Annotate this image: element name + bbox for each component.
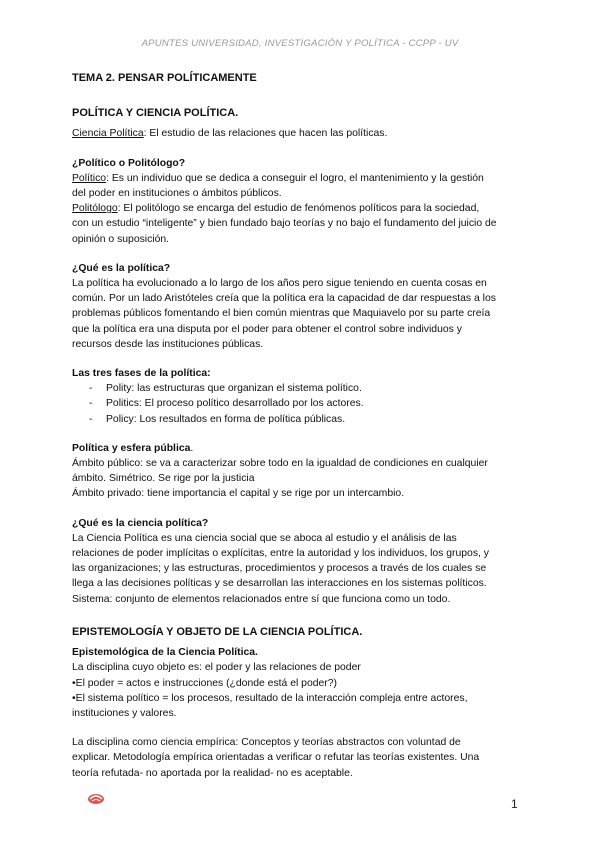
paragraph-line: teoría refutada- no aportada por la realidad- no es aceptable. — [72, 767, 353, 779]
paragraph-line: La Ciencia Política es una ciencia social que se aboca al estudio y el análisis de las — [72, 532, 457, 544]
paragraph-line: explicar. Metodología empírica orientadas a verificar o refutar las teorías existentes. Una — [72, 752, 480, 764]
paragraph-line: instituciones y valores. — [72, 707, 177, 719]
document-body — [72, 66, 532, 781]
ciencia-politica-text: : El estudio de las relaciones que hacen las políticas. — [143, 128, 388, 140]
paragraph-line: La disciplina como ciencia empírica: Conceptos y teorías abstractos con voluntad de — [72, 737, 461, 749]
section-title-epistemologia: EPISTEMOLOGÍA Y OBJETO DE LA CIENCIA POLÍTICA. — [72, 625, 363, 638]
tema-title: TEMA 2. PENSAR POLÍTICAMENTE — [72, 72, 257, 84]
section-title-politica: POLÍTICA Y CIENCIA POLÍTICA. — [72, 107, 239, 120]
heading-tres-fases: Las tres fases de la política: — [72, 368, 211, 380]
paragraph-line: las organizaciones; y las estructuras, procedimientos y procesos a través de los cuales se — [72, 563, 487, 575]
list-item: - Politics: El proceso político desarrollado por los actores. — [89, 396, 532, 411]
paragraph-line: Ámbito privado: tiene importancia el capital y se rige por un intercambio. — [72, 488, 405, 500]
paragraph-line: llega a las decisiones políticas y se desarrollan las interacciones en los sistemas políticos. — [72, 578, 487, 590]
esfera-heading-text: Política y esfera pública — [72, 442, 191, 454]
paragraph-line: recursos desde las instituciones públicas. — [72, 338, 264, 350]
politico-definition-cont: del poder en instituciones o ámbitos públicos. — [72, 188, 282, 200]
paragraph-line: •El sistema político = los procesos, resultado de la interacción compleja entre actores, — [72, 692, 468, 704]
heading-politico-politologo: ¿Político o Politólogo? — [72, 157, 186, 169]
ciencia-politica-definition — [72, 126, 532, 141]
politico-text: : Es un individuo que se dedica a conseguir el logro, el mantenimiento y la gestión — [106, 172, 484, 184]
heading-epistemologica: Epistemológica de la Ciencia Política. — [72, 647, 258, 659]
list-item: - Polity: las estructuras que organizan el sistema político. — [89, 381, 532, 396]
paragraph-line: La política ha evolucionado a lo largo de los años pero sigue teniendo en cuenta cosas en — [72, 278, 487, 290]
heading-que-es-ciencia-politica: ¿Qué es la ciencia política? — [72, 517, 209, 529]
paragraph-line: La disciplina cuyo objeto es: el poder y las relaciones de poder — [72, 662, 361, 674]
list-item: - Policy: Los resultados en forma de política públicas. — [89, 412, 532, 427]
ciencia-politica-term: Ciencia Política — [72, 128, 144, 140]
politico-term: Político — [72, 172, 107, 184]
heading-esfera-publica — [72, 441, 532, 456]
page-number: 1 — [511, 797, 518, 811]
politologo-definition-cont: con un estudio “inteligente” y bien fundado bajo teorías y no bajo el fundamento del juicio de — [72, 218, 497, 230]
paragraph-line: problemas públicos fomentando el bien común mientras que Maquiavelo por su parte creía — [72, 308, 491, 320]
paragraph-line: Ámbito público: se va a caracterizar sobre todo en la igualdad de condiciones en cualquier — [72, 458, 488, 470]
paragraph-line: común. Por un lado Aristóteles creía que la política era la capacidad de dar respuestas a los — [72, 293, 496, 305]
esfera-heading-dot: . — [190, 442, 194, 454]
paragraph-line: que la política era una disputa por el poder para obtener el control sobre individuos y — [72, 323, 462, 335]
politologo-definition — [72, 201, 532, 216]
paragraph-line: •El poder = actos e instrucciones (¿donde está el poder?) — [72, 677, 337, 689]
paragraph-line: ámbito. Simétrico. Se rige por la justicia — [72, 473, 255, 485]
paragraph-line: Sistema: conjunto de elementos relacionados entre sí que funciona como un todo. — [72, 593, 451, 605]
politologo-term: Politólogo — [72, 203, 118, 215]
footer-logo-icon — [86, 790, 106, 806]
fases-list — [72, 381, 532, 427]
politologo-definition-cont: opinión o suposición. — [72, 233, 170, 245]
paragraph-line: relaciones de poder implícitas o explícitas, entre la autoridad y los individuos, los grupos, y — [72, 548, 490, 560]
politico-definition — [72, 171, 532, 186]
heading-que-es-politica: ¿Qué es la política? — [72, 262, 171, 274]
politologo-text: : El politólogo se encarga del estudio de fenómenos políticos para la sociedad, — [117, 203, 480, 215]
page-header: APUNTES UNIVERSIDAD, INVESTIGACIÓN Y POLÍTICA - CCPP - UV — [141, 38, 459, 49]
